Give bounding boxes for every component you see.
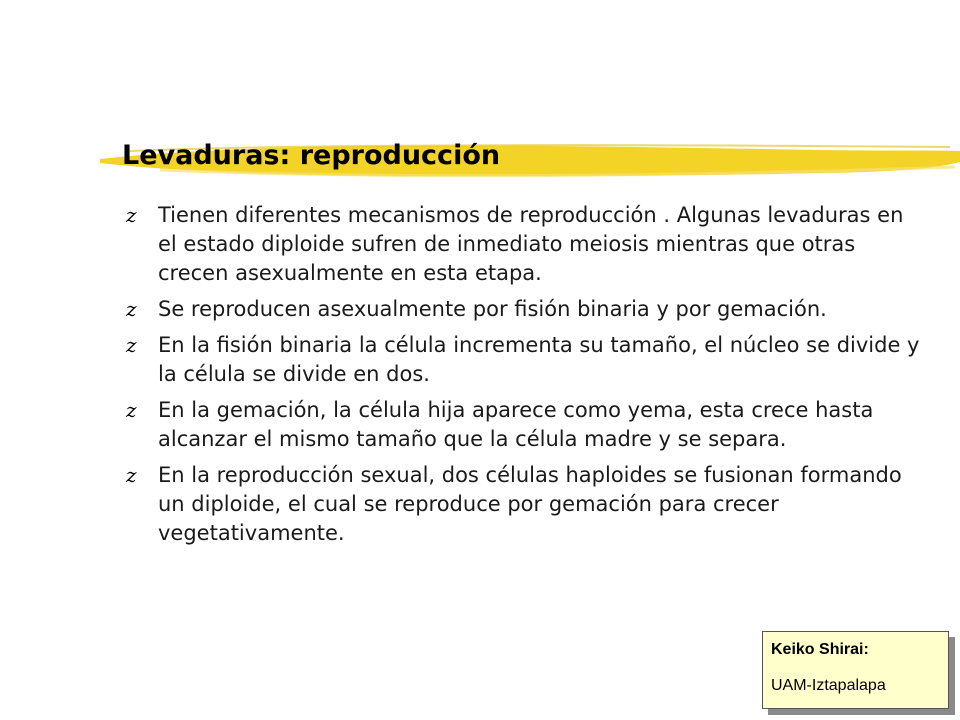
bullet-icon: z (126, 398, 137, 422)
bullet-icon: z (126, 297, 137, 321)
list-item (126, 331, 926, 389)
list-item (126, 461, 926, 548)
bullet-icon: z (126, 333, 137, 357)
bullet-text: Se reproducen asexualmente por fisión binaria y por gemación. (158, 297, 827, 321)
bullet-text: Tienen diferentes mecanismos de reproducción . Algunas levaduras en el estado diploide sufren de inmediato meiosis mientras que otras crecen asexualmente en esta etapa. (158, 203, 904, 285)
bullet-icon: z (126, 203, 137, 227)
bullet-list (126, 201, 926, 555)
slide-title: Levaduras: reproducción (122, 140, 501, 171)
author-affiliation: UAM-Iztapalapa (771, 677, 886, 694)
list-item (126, 295, 926, 324)
bullet-text: En la fisión binaria la célula incrementa su tamaño, el núcleo se divide y la célula se divide en dos. (158, 333, 920, 386)
author-name: Keiko Shirai: (771, 641, 869, 658)
list-item (126, 396, 926, 454)
bullet-text: En la reproducción sexual, dos células haploides se fusionan formando un diploide, el cual se reproduce por gemación para crecer vegetativamente. (158, 463, 902, 545)
list-item (126, 201, 926, 288)
credit-box (762, 631, 949, 709)
bullet-icon: z (126, 463, 137, 487)
bullet-text: En la gemación, la célula hija aparece como yema, esta crece hasta alcanzar el mismo tamaño que la célula madre y se separa. (158, 398, 874, 451)
